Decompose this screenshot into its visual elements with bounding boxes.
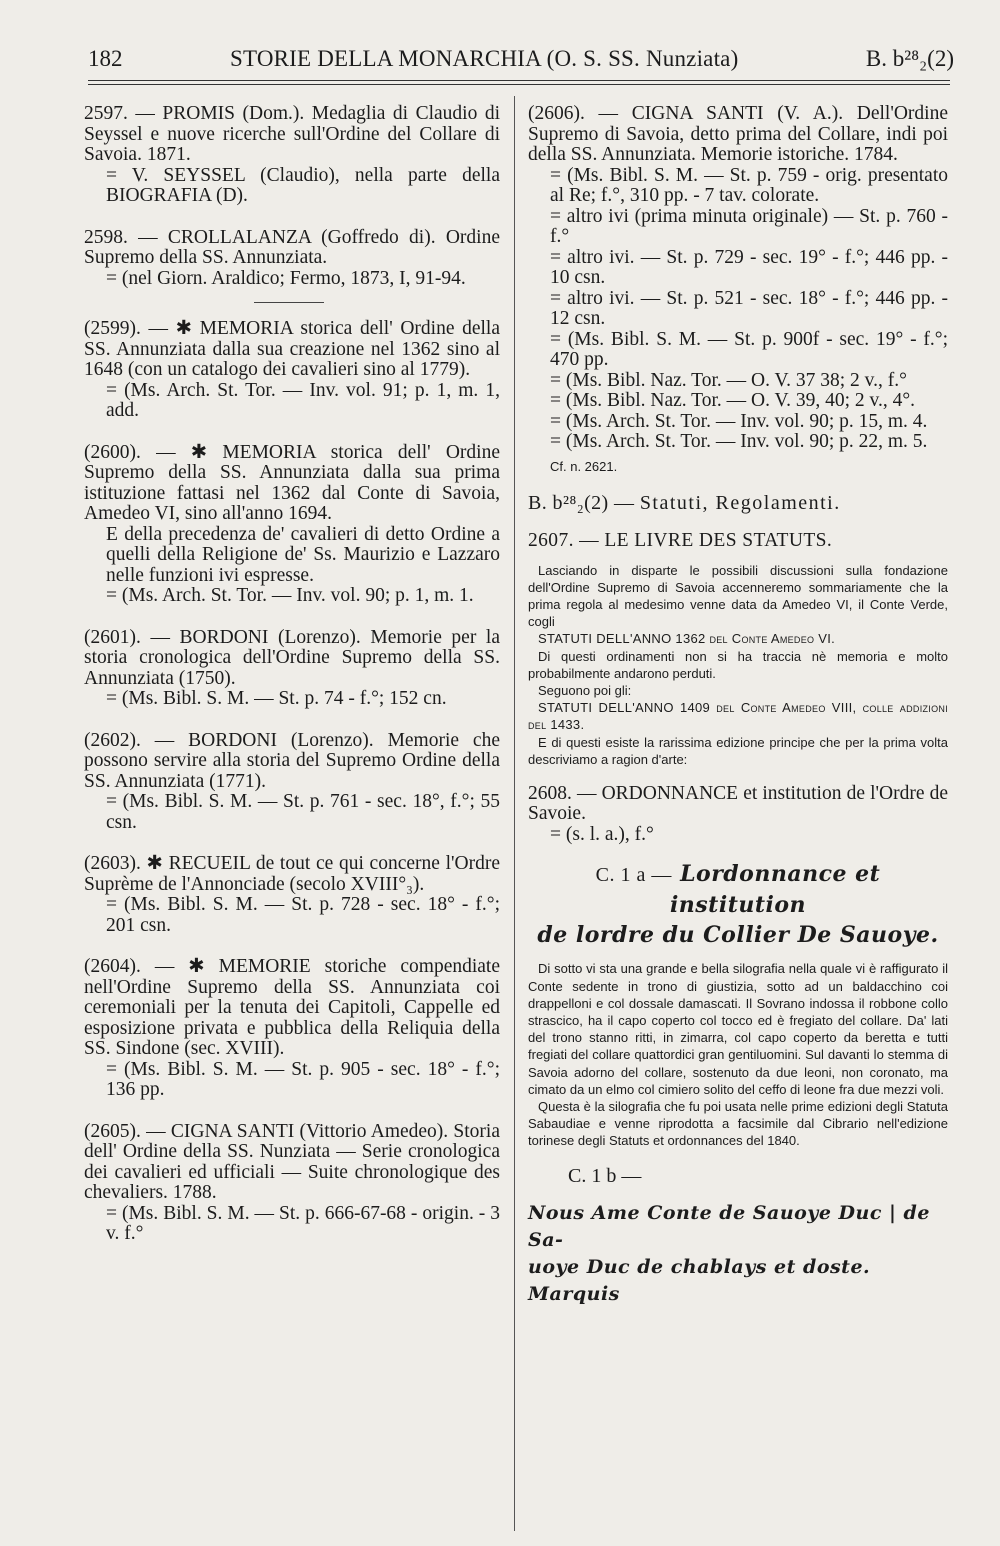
entry-reference: = (Ms. Arch. St. Tor. — Inv. vol. 90; p. 15, m. 4. [550,410,928,432]
entry-reference: = altro ivi. — St. p. 729 - sec. 19° - f.°; 446 pp. - 10 csn. [550,246,948,288]
note-2608 [528,960,948,1149]
entry-2602 [84,731,500,834]
entry-text: 2597. — PROMIS (Dom.). Medaglia di Claudio di Seyssel e nuove ricerche sull'Ordine del Collare di Savoia. 1871. [84,103,500,165]
running-header [88,44,954,78]
entry-text: (2606). — CIGNA SANTI (V. A.). Dell'Ordine Supremo di Savoia, detto prima del Collare, indi poi della SS. Annunziata. Memorie istoriche. 1784. [528,103,948,165]
section-heading [528,493,948,514]
entry-reference: = (s. l. a.), f.° [550,823,654,845]
entry-2600 [84,443,500,607]
entry-reference: = (Ms. Arch. St. Tor. — Inv. vol. 90; p. 1, m. 1. [106,585,474,606]
leaf-label: C. 1 a — [595,864,672,887]
note-paragraph: Seguono poi gli: [538,682,632,698]
entry-text: (2601). — BORDONI (Lorenzo). Memorie per la storia cronologica dell'Ordine Supremo della SS. Annunziata (1750). [84,626,500,689]
blackletter-title [528,859,948,950]
page-number: 182 [88,46,123,71]
entry-2608 [528,784,948,846]
entry-text: (2603). ✱ RECUEIL de tout ce qui concerne l'Ordre Suprème de l'Annonciade (secolo XVIII°₃). [84,853,500,895]
right-column [528,104,948,1318]
entry-reference: = (Ms. Bibl. S. M. — St. p. 666-67-68 - origin. - 3 v. f.° [106,1202,500,1244]
note-paragraph: STATUTI DELL'ANNO 1409 del Conte Amedeo VIII, colle addizioni del 1433. [528,700,948,733]
blackletter-text: Lordonnance et institution [669,861,881,919]
cross-reference: Cf. n. 2621. [550,458,618,474]
column-divider [514,96,515,1531]
blackletter-line: Nous Ame Conte de Sauoye Duc | de Sa- [528,1202,930,1252]
entry-2598 [84,228,500,290]
note-paragraph: Questa è la silografia che fu poi usata nelle prime edizioni degli Statuta Sabaudiae e venne riprodotta a facsimile dal Cibrario nell'edizione torinese degli Statuts et ordonnances del 1840. [528,1099,948,1149]
entry-reference: = (Ms. Arch. St. Tor. — Inv. vol. 91; p. 1, m. 1, add. [106,379,500,421]
entry-reference: = altro ivi. — St. p. 521 - sec. 18° - f.°; 446 pp. - 12 csn. [550,287,948,329]
entry-2604 [84,957,500,1101]
leaf-label: C. 1 b — [568,1164,642,1187]
entry-reference: = (Ms. Bibl. S. M. — St. p. 905 - sec. 18° - f.°; 136 pp. [106,1058,500,1100]
blackletter-incipit [528,1200,948,1308]
entry-2603 [84,854,500,936]
entry-text: (2604). — ✱ MEMORIE storiche compendiate nell'Ordine Supremo della SS. Annunziata coi ceremoniali per la tenuta dei Capitoli, Cappelle ed esposizione privata e pubblica della Reliquia della SS. Sindone (sec. XVIII). [84,956,500,1059]
entry-continuation: E della precedenza de' cavalieri di detto Ordine a quelli della Religione de' Ss. Maurizio e Lazzaro nelle funzioni ivi espresse. [106,523,500,586]
entry-reference: = (Ms. Bibl. S. M. — St. p. 728 - sec. 18° - f.°; 201 csn. [106,894,500,936]
entry-reference: = (Ms. Bibl. S. M. — St. p. 761 - sec. 18°, f.°; 55 csn. [106,791,500,833]
section-prefix: B. b²⁸₂(2) — [528,491,635,514]
entry-reference: = altro ivi (prima minuta originale) — St. p. 760 - f.° [550,205,948,247]
header-rule [88,80,950,81]
note-paragraph: STATUTI DELL'ANNO 1362 del Conte Amedeo VI. [538,631,836,647]
entry-2601 [84,628,500,710]
note-paragraph: Lasciando in disparte le possibili discussioni sulla fondazione dell'Ordine Supremo di Savoia accenneremo sommariamente che la prima regola al medesimo venne data da Amedeo VI, il Conte Verde, cogli [528,562,948,630]
entry-2599 [84,319,500,422]
entry-reference: = (Ms. Bibl. Naz. Tor. — O. V. 39, 40; 2 v., 4°. [550,390,916,411]
entry-reference: = (Ms. Bibl. S. M. — St. p. 900f - sec. 19° - f.°; 470 pp. [550,328,948,370]
entry-2607 [528,531,948,552]
entry-reference: = (Ms. Bibl. S. M. — St. p. 74 - f.°; 152 cn. [106,688,447,709]
blackletter-line [528,859,948,920]
entry-reference: = (nel Giorn. Araldico; Fermo, 1873, I, 91-94. [106,267,466,289]
separator-rule [254,302,324,303]
entry-2606 [528,104,948,453]
running-title: STORIE DELLA MONARCHIA (O. S. SS. Nunziata) [230,46,739,71]
blackletter-line: uoye Duc de chablays et doste. Marquis [528,1256,871,1306]
entry-text: (2605). — CIGNA SANTI (Vittorio Amedeo). Storia dell' Ordine della SS. Nunziata — Serie cronologica dei cavalieri ed ufficiali — Suite chronologique des chevaliers. 1788. [84,1120,500,1203]
entry-text: 2607. — LE LIVRE DES STATUTS. [528,530,833,551]
note-paragraph: E di questi esiste la rarissima edizione principe che per la prima volta descriviamo a ragion d'arte: [528,734,948,767]
header-rule-thin [88,84,950,85]
section-code: B. b²⁸₂(2) [865,46,954,71]
entry-text: (2599). — ✱ MEMORIA storica dell' Ordine della SS. Annunziata dalla sua creazione nel 1362 sino al 1648 (con un catalogo dei cavalieri sino al 1779). [84,318,500,380]
blackletter-line: de lordre du Collier De Sauoye. [537,922,939,949]
entry-text: (2600). — ✱ MEMORIA storica dell' Ordine Supremo della SS. Annunziata dalla sua prima istituzione fattasi nel 1362 dal Conte di Savoia, Amedeo VI, sino all'anno 1694. [84,441,500,524]
note-paragraph: Di questi ordinamenti non si ha traccia nè memoria e molto probabilmente andarono perduti. [528,648,948,681]
entry-2597 [84,104,500,207]
entry-reference: = (Ms. Bibl. S. M. — St. p. 759 - orig. presentato al Re; f.°, 310 pp. - 7 tav. colorate. [550,164,948,206]
entry-text: 2608. — ORDONNANCE et institution de l'Ordre de Savoie. [528,782,948,825]
note-paragraph: Di sotto vi sta una grande e bella silografia nella quale vi è raffigurato il Conte sedente in trono di giustizia, sotto ad un baldacchino coi drappelloni e col dossale damascati. Il Sovrano indossa il robbone collo strascico, ha il capo coperto col tocco ed è fregiato del collare. Da' lati del trono stanno ritti, in zimarra, col capo coperto da beretta e tutti fregiati del collare quattordici gran gentiluomini. Sul davanti lo stemma di Savoia adorno del collare, sostenuto da due leoni, non coronato, ma cimato da un elmo col cimiero solito del ceffo di leone fra due mezzi voli. [528,961,948,1097]
entry-2605 [84,1122,500,1245]
entry-text: (2602). — BORDONI (Lorenzo). Memorie che possono servire alla storia del Supremo Ordine della SS. Annunziata (1771). [84,729,500,792]
note-2607 [528,562,948,768]
entry-reference: = (Ms. Arch. St. Tor. — Inv. vol. 90; p. 22, m. 5. [550,431,928,452]
left-column [84,104,500,1266]
section-title: Statuti, Regolamenti. [639,491,841,514]
entry-text: 2598. — CROLLALANZA (Goffredo di). Ordine Supremo della SS. Annunziata. [84,226,500,268]
entry-reference: = V. SEYSSEL (Claudio), nella parte della BIOGRAFIA (D). [106,164,500,206]
entry-reference: = (Ms. Bibl. Naz. Tor. — O. V. 37 38; 2 v., f.° [550,369,907,391]
